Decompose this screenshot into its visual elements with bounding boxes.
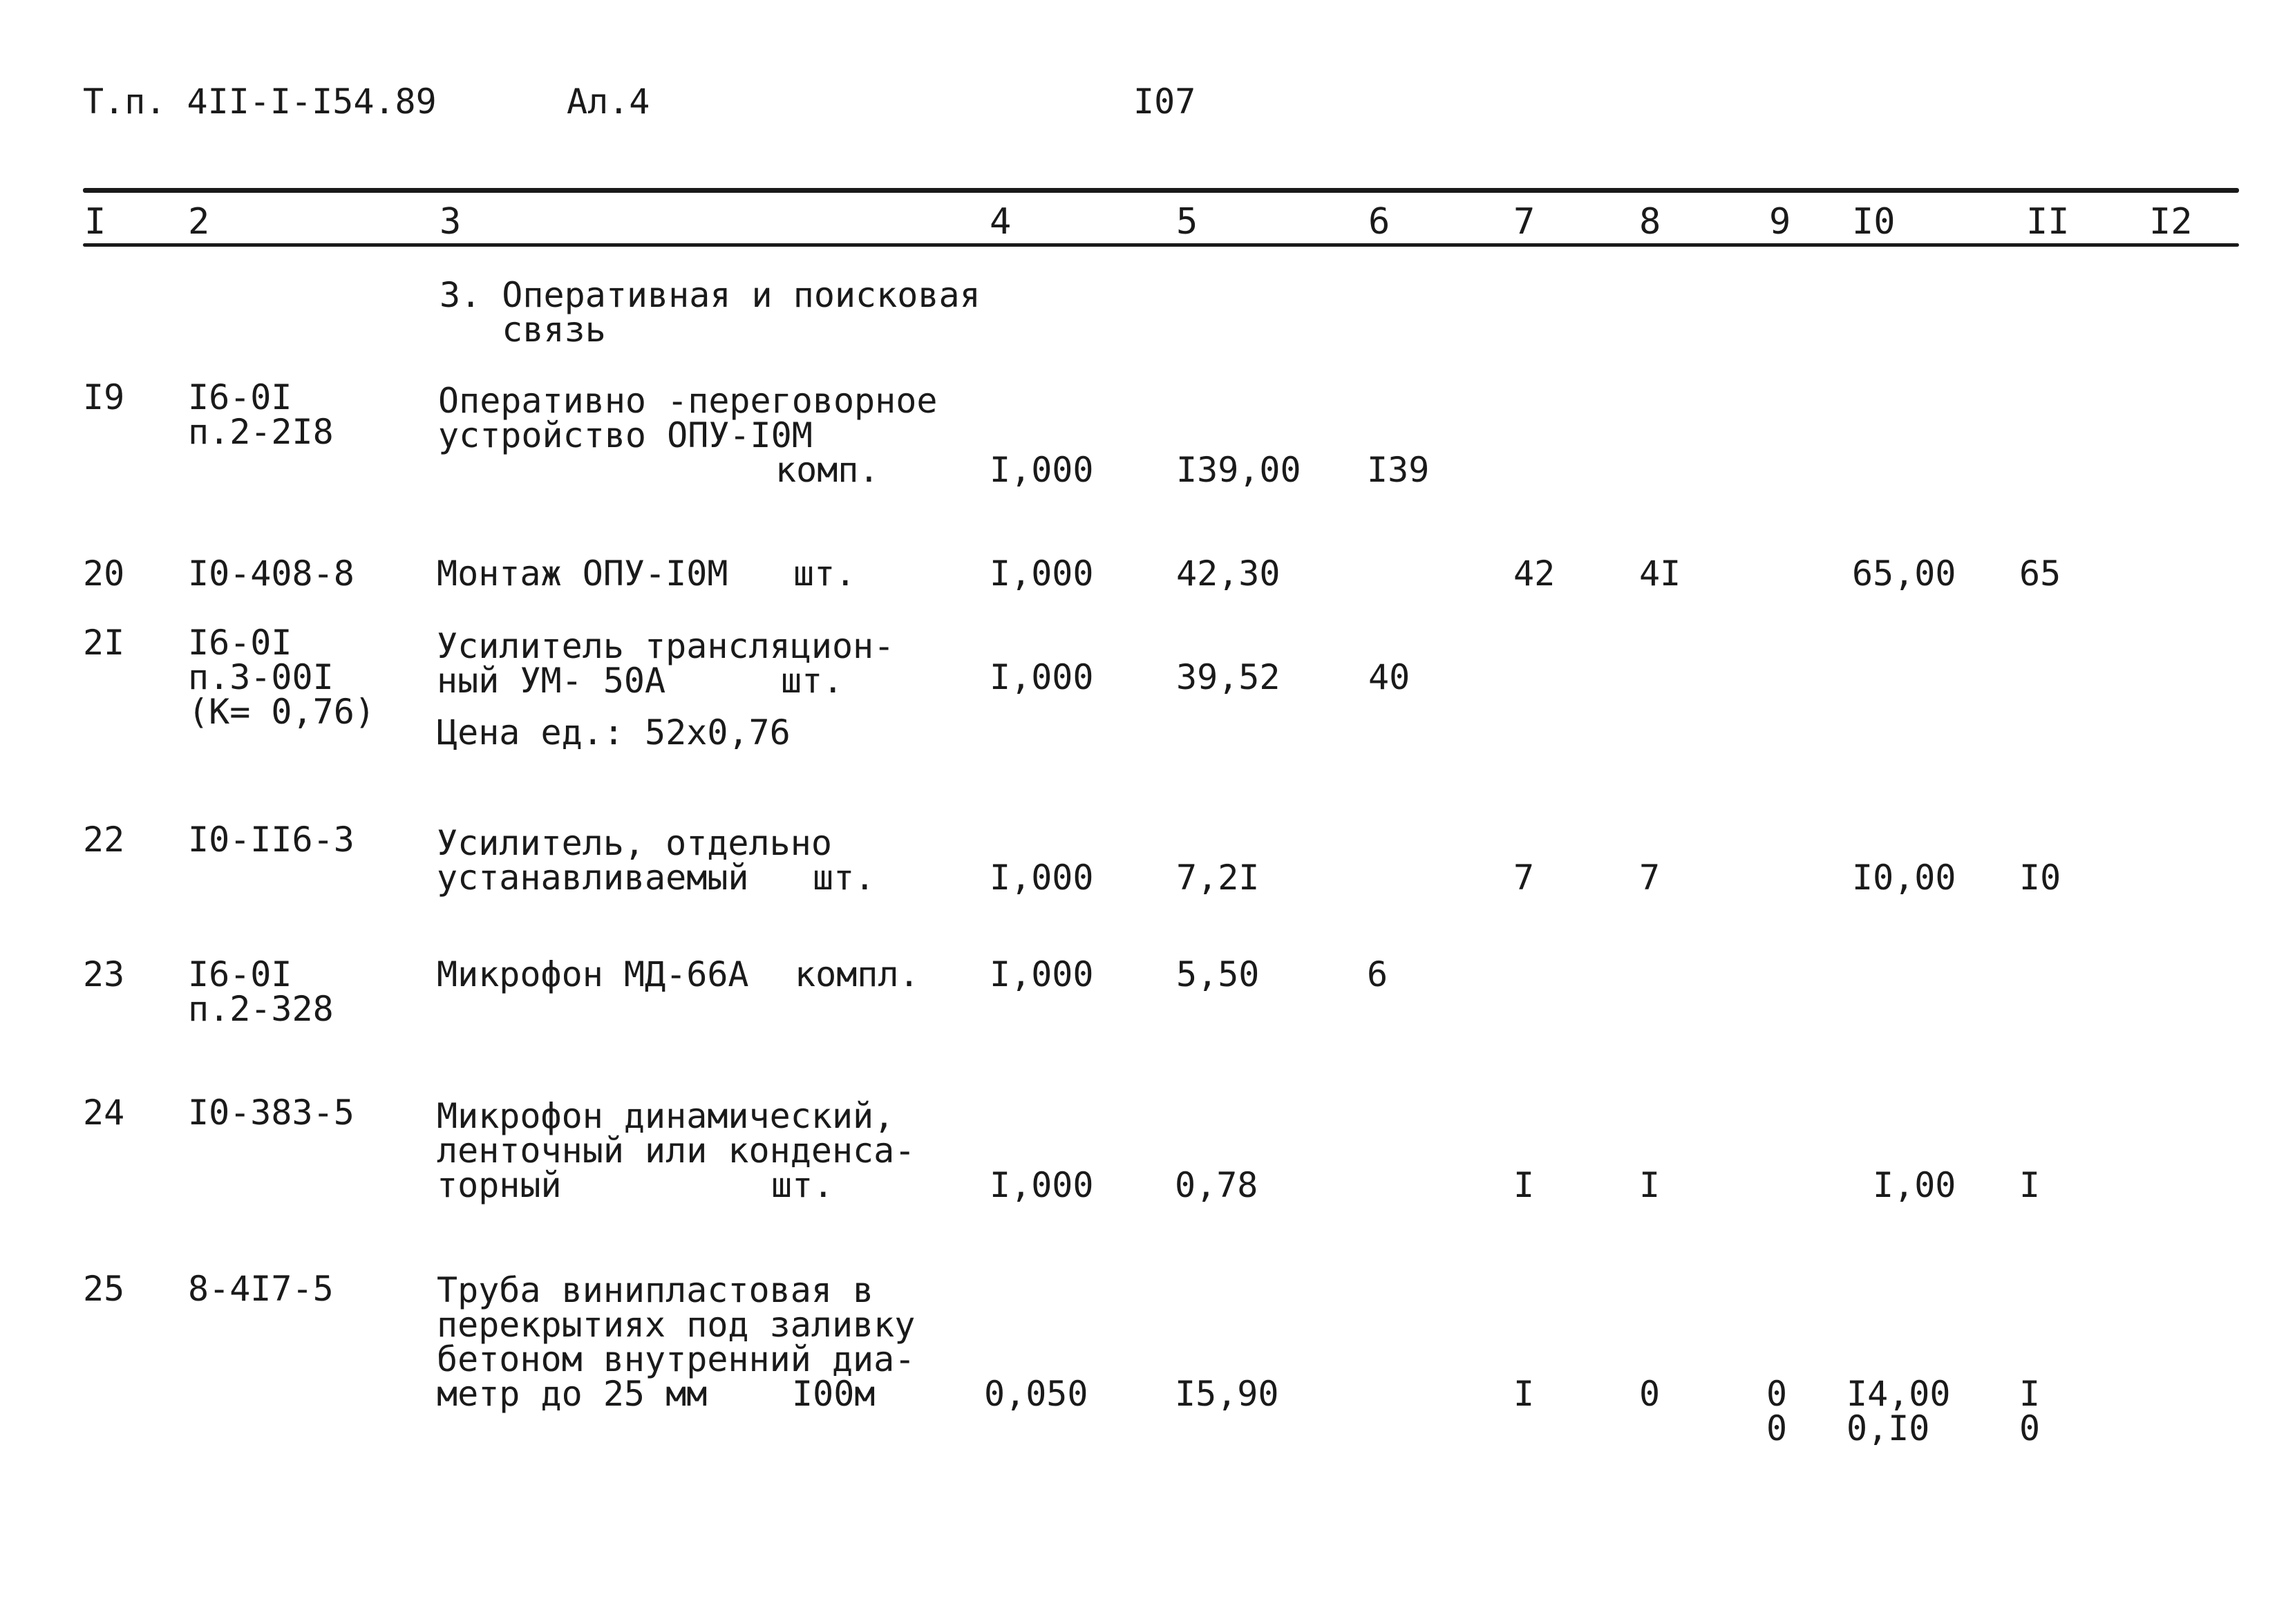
row-col7: I (1513, 1165, 1535, 1205)
row-description: ленточный или конденса- (437, 1131, 916, 1171)
row-col10-second: 0,I0 (1846, 1408, 1930, 1448)
row-col5: 0,78 (1175, 1165, 1258, 1205)
row-code: 8-4I7-5 (188, 1269, 334, 1309)
row-code: I6-0I (188, 623, 292, 663)
row-code: п.2-328 (188, 989, 334, 1029)
page-number: I07 (1133, 82, 1196, 122)
row-description: метр до 25 мм (437, 1374, 708, 1414)
row-col11: I (2019, 1165, 2041, 1205)
doc-code: Т.п. 4II-I-I54.89 (83, 82, 437, 122)
column-number: 8 (1639, 201, 1661, 243)
row-col11-second: 0 (2019, 1408, 2041, 1448)
row-unit: компл. (795, 954, 920, 994)
row-quantity: I,000 (990, 1165, 1094, 1205)
row-col10: I4,00 (1846, 1374, 1951, 1414)
album-label: Ал.4 (567, 82, 650, 122)
row-description: торный (437, 1165, 562, 1205)
section-heading: 3. Оперативная и поисковая (440, 275, 981, 315)
row-description: перекрытиях под заливку (437, 1305, 916, 1345)
row-quantity: I,000 (990, 954, 1094, 994)
row-description: Микрофон МД-66А (437, 954, 749, 994)
row-description: Усилитель, отдельно (437, 823, 832, 863)
row-description: Труба винипластовая в (437, 1270, 874, 1310)
column-number: II (2026, 201, 2070, 243)
row-col5: 5,50 (1176, 954, 1260, 994)
row-number: 20 (83, 554, 125, 594)
row-code: п.3-00I (188, 657, 334, 697)
row-col8: 7 (1639, 858, 1661, 898)
column-number: 9 (1769, 201, 1791, 243)
row-col6: 40 (1368, 657, 1410, 697)
row-number: 2I (83, 623, 125, 663)
row-quantity: I,000 (990, 450, 1094, 490)
row-quantity: I,000 (990, 554, 1094, 594)
row-col5: 42,30 (1176, 554, 1281, 594)
column-number: I (84, 201, 106, 243)
row-description: ный УМ- 50А (437, 661, 666, 701)
row-unit: шт. (793, 554, 856, 594)
row-number: 25 (83, 1269, 125, 1309)
row-col6: I39 (1367, 450, 1430, 490)
row-col7: 42 (1513, 554, 1556, 594)
row-number: I9 (83, 377, 125, 417)
row-code: I6-0I (188, 377, 292, 417)
row-col7: 7 (1513, 858, 1535, 898)
row-description: устройство ОПУ-I0М (438, 415, 813, 455)
row-unit: шт. (781, 661, 844, 701)
row-number: 22 (83, 820, 125, 860)
header-bottom-rule (83, 243, 2239, 247)
row-col8: 4I (1639, 554, 1681, 594)
row-number: 24 (83, 1093, 125, 1133)
section-heading-cont: связь (440, 310, 606, 350)
row-description: Монтаж ОПУ-I0М (437, 554, 728, 594)
row-col10: 65,00 (1852, 554, 1956, 594)
column-number: I2 (2149, 201, 2193, 243)
column-number: 4 (990, 201, 1012, 243)
row-description: Микрофон динамический, (437, 1096, 895, 1136)
column-number: 3 (440, 201, 462, 243)
row-col11: 65 (2019, 554, 2061, 594)
row-col5: 39,52 (1176, 657, 1281, 697)
row-description: устанавливаемый (437, 858, 749, 898)
row-description: бетоном внутренний диа- (437, 1339, 916, 1379)
column-number: 6 (1368, 201, 1390, 243)
row-quantity: I,000 (990, 657, 1094, 697)
column-number: 7 (1513, 201, 1536, 243)
row-unit: комп. (775, 450, 880, 490)
row-quantity: I,000 (990, 858, 1094, 898)
row-col6: 6 (1367, 954, 1388, 994)
table-top-rule (83, 188, 2239, 193)
column-number: I0 (1852, 201, 1896, 243)
row-number: 23 (83, 954, 125, 994)
row-col5: I39,00 (1176, 450, 1301, 490)
row-code: I6-0I (188, 954, 292, 994)
row-col5: 7,2I (1176, 858, 1260, 898)
row-col10: I0,00 (1852, 858, 1956, 898)
row-col11: I (2019, 1374, 2041, 1414)
row-note: Цена ед.: 52х0,76 (437, 712, 791, 753)
row-code: I0-II6-3 (188, 820, 355, 860)
row-code: I0-383-5 (188, 1093, 355, 1133)
row-col8: 0 (1639, 1374, 1661, 1414)
row-unit: шт. (813, 858, 876, 898)
row-col9: 0 (1766, 1374, 1788, 1414)
row-description: Усилитель трансляцион- (437, 626, 895, 666)
row-col11: I0 (2019, 858, 2061, 898)
row-col7: I (1513, 1374, 1535, 1414)
row-quantity: 0,050 (984, 1374, 1088, 1414)
row-col5: I5,90 (1175, 1374, 1279, 1414)
row-code: I0-408-8 (188, 554, 355, 594)
row-code: п.2-2I8 (188, 412, 334, 452)
row-code: (К= 0,76) (188, 692, 375, 732)
row-unit: I00м (792, 1374, 876, 1414)
row-description: Оперативно -переговорное (438, 381, 938, 421)
row-col9-second: 0 (1766, 1408, 1788, 1448)
row-col8: I (1639, 1165, 1661, 1205)
row-col10: I,00 (1873, 1165, 1956, 1205)
row-unit: шт. (771, 1165, 834, 1205)
column-number: 5 (1176, 201, 1198, 243)
column-number: 2 (188, 201, 210, 243)
